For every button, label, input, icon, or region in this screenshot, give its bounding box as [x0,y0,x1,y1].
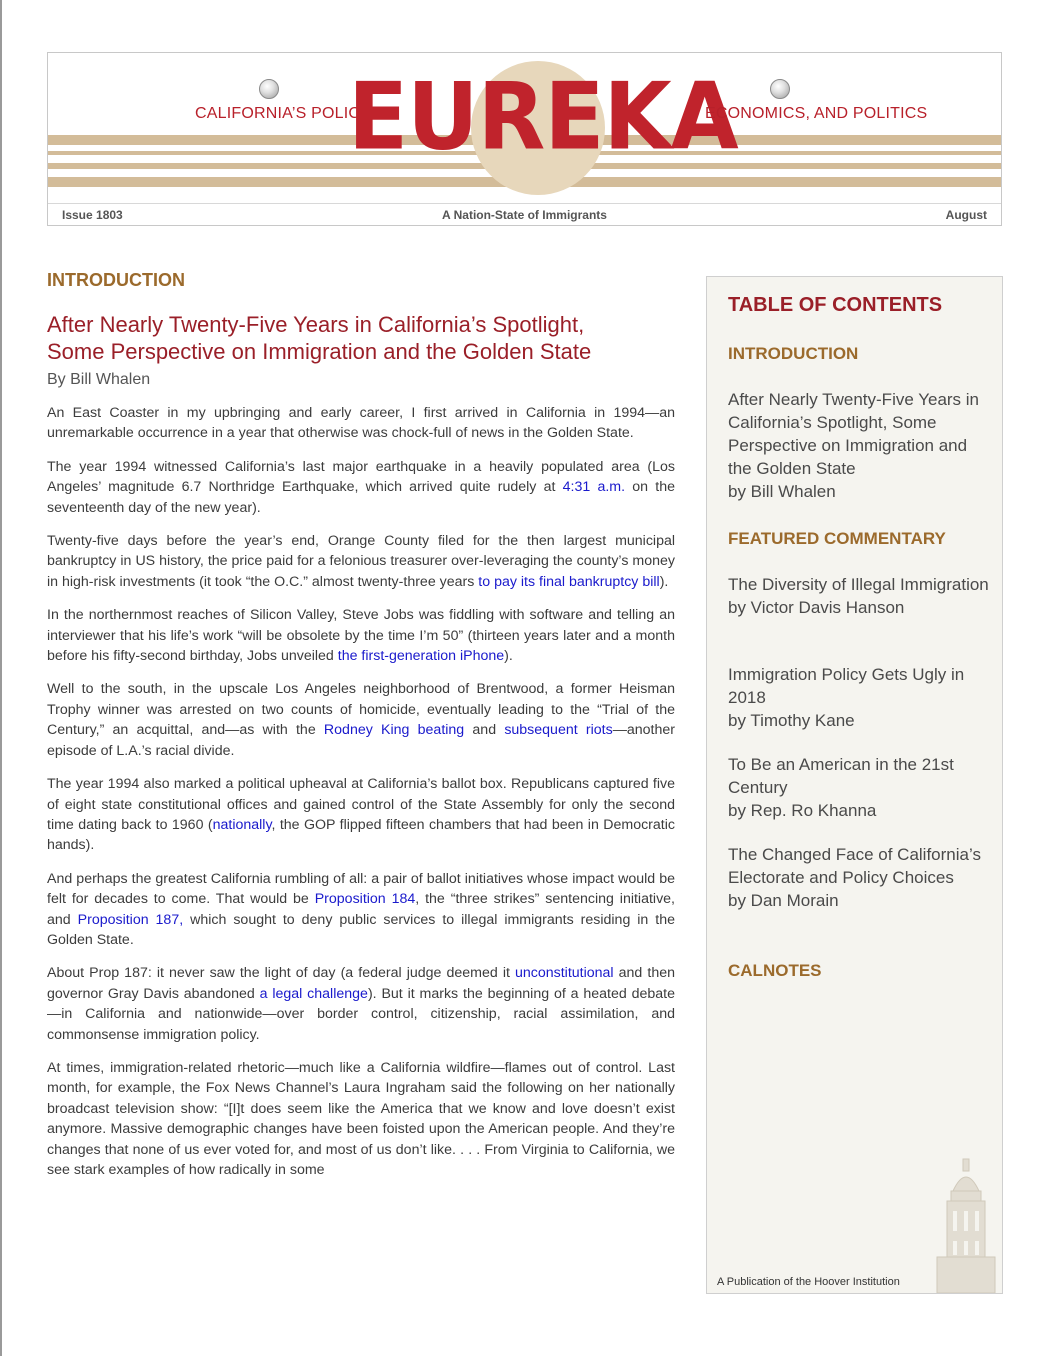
hoover-tower-icon [935,1157,997,1293]
toc-entry[interactable] [728,388,993,503]
publication-credit: A Publication of the Hoover Institution [717,1276,900,1288]
masthead-left-text: CALIFORNIA’S POLICY [195,105,371,122]
paragraph [47,963,675,1045]
paragraph-text: and then governor Gray Davis abandoned [47,965,675,1002]
paragraph-text: , the GOP flipped fifteen chambers that had been in Democratic hands). [47,816,675,854]
toc-entry-author: by Bill Whalen [728,482,836,501]
paragraph-text: Twenty-five days before the year’s end, Orange County filed for the then largest municipal bankruptcy in US history, the price paid for a felonious treasurer over-leveraging the county’s money in high-risk investments (it took “the O.C.” almost twenty-three years [47,533,675,590]
link-first-iphone[interactable]: the first-generation iPhone [337,648,505,665]
toc-entry[interactable] [728,753,993,822]
toc-entry[interactable] [728,663,993,732]
paragraph-text: The year 1994 also marked a political upheaval at California’s ballot box. Republicans captured five of eight state constitutional offices and gained control of the State Assembly for only the second time dating back to 1960 ( [47,776,675,833]
paragraph [47,457,675,518]
toc-section-featured[interactable]: FEATURED COMMENTARY [728,529,946,548]
page-edge-rule [0,0,2,1356]
toc-entry-title: The Diversity of Illegal Immigration [728,575,989,594]
masthead-right-text: ECONOMICS, AND POLITICS [705,105,928,122]
issue-tagline: A Nation-State of Immigrants [442,208,607,222]
paragraph-text: and [464,722,505,739]
masthead [47,52,1002,226]
paragraph: An East Coaster in my upbringing and early career, I first arrived in California in 1994—an unremarkable occurrence in a year that otherwise was chock-full of news in the Golden State. [47,405,675,442]
toc-entry-author: by Rep. Ro Khanna [728,801,877,820]
title-line-1: After Nearly Twenty-Five Years in California’s Spotlight, [47,312,585,337]
paragraph [47,531,675,592]
issue-number: Issue 1803 [62,208,123,222]
toc-section-introduction[interactable]: INTRODUCTION [728,344,859,363]
rivet-icon [259,79,279,99]
link-proposition-187[interactable]: Proposition 187, [77,911,184,928]
section-label: INTRODUCTION [47,270,185,290]
masthead-footer [48,203,1001,226]
paragraph-text: In the northernmost reaches of Silicon Valley, Steve Jobs was fiddling with software and telling an interviewer that his life’s work “will be obsolete by the time I’m 50” (thirteen years later and a month before his fifty-second birthday, Jobs unveiled [47,607,675,665]
paragraph-text: —another episode of L.A.’s racial divide. [47,722,676,759]
toc-entry-author: by Timothy Kane [728,711,855,730]
toc-entry-title: Immigration Policy Gets Ugly in 2018 [728,665,965,707]
toc-entry[interactable] [728,843,993,912]
link-earthquake-time[interactable]: 4:31 a.m. [562,479,626,496]
paragraph-text: ). But it marks the beginning of a heated debate—in California and nationwide—over border control, citizenship, racial assimilation, and commonsense immigration policy. [47,985,676,1043]
link-rodney-king[interactable]: Rodney King beating [323,722,465,739]
toc-entry-title: After Nearly Twenty-Five Years in California’s Spotlight, Some Perspective on Immigration and the Golden State [728,390,980,478]
toc-section-calnotes[interactable]: CALNOTES [728,961,822,980]
article [47,270,675,1193]
paragraph [47,869,675,951]
toc-entry-author: by Victor Davis Hanson [728,598,905,617]
paragraph: At times, immigration-related rhetoric—much like a California wildfire—flames out of control. Last month, for example, the Fox News Channel’s Laura Ingraham said the following on her nationally broadcast television show: “[I]t does seem like the America that we know and love doesn’t exist anymore. Massive demographic changes have been foisted upon the American people. And they’re changes that none of us ever voted for, and most of us don’t like. . . . From Virginia to California, we see stark examples of how radically in some [47,1059,675,1178]
byline: By Bill Whalen [47,371,151,388]
link-legal-challenge[interactable]: a legal challenge [259,985,368,1002]
paragraph-text: ). [504,648,513,665]
paragraph [47,605,675,666]
toc-entry-title: The Changed Face of California’s Electorate and Policy Choices [728,845,981,887]
paragraph-text: About Prop 187: it never saw the light of day (a federal judge deemed it [47,965,515,982]
paragraph-text: The year 1994 witnessed California’s last major earthquake in a heavily populated area (Los Angeles’ magnitude 6.7 Northridge Earthquake, which arrived quite rudely at [47,458,675,496]
link-unconstitutional[interactable]: unconstitutional [514,965,614,982]
paragraph-text: on the seventeenth day of the new year). [47,479,675,516]
rivet-icon [770,79,790,99]
toc-title: TABLE OF CONTENTS [728,294,943,316]
paragraph-text: Well to the south, in the upscale Los Angeles neighborhood of Brentwood, a former Heisman Trophy winner was arrested on two counts of homicide, eventually leading to the “Trial of the Century,” an acquittal, and—as with the [47,681,675,739]
paragraph [47,774,675,856]
paragraph-text: which sought to deny public services to illegal immigrants residing in the Golden State. [47,911,675,948]
link-nationally[interactable]: nationally [212,816,272,833]
table-of-contents [706,276,1003,1294]
paragraph-text: And perhaps the greatest California rumbling of all: a pair of ballot initiatives whose impact would be felt for decades to come. That would be [47,870,675,908]
eureka-logo: EUREKA [348,62,738,171]
paragraph-text: , the “three strikes” sentencing initiative, and [47,891,675,928]
issue-month: August [945,208,987,222]
link-subsequent-riots[interactable]: subsequent riots [504,722,613,739]
title-line-2: Some Perspective on Immigration and the Golden State [47,339,592,364]
paragraph [47,679,675,761]
article-title [47,311,675,365]
link-bankruptcy-bill[interactable]: to pay its final bankruptcy bill [478,573,660,590]
toc-entry-title: To Be an American in the 21st Century [728,755,954,797]
link-proposition-184[interactable]: Proposition 184 [314,891,416,908]
toc-entry-author: by Dan Morain [728,891,839,910]
paragraph-text: ). [659,573,669,590]
toc-entry[interactable] [728,573,993,619]
